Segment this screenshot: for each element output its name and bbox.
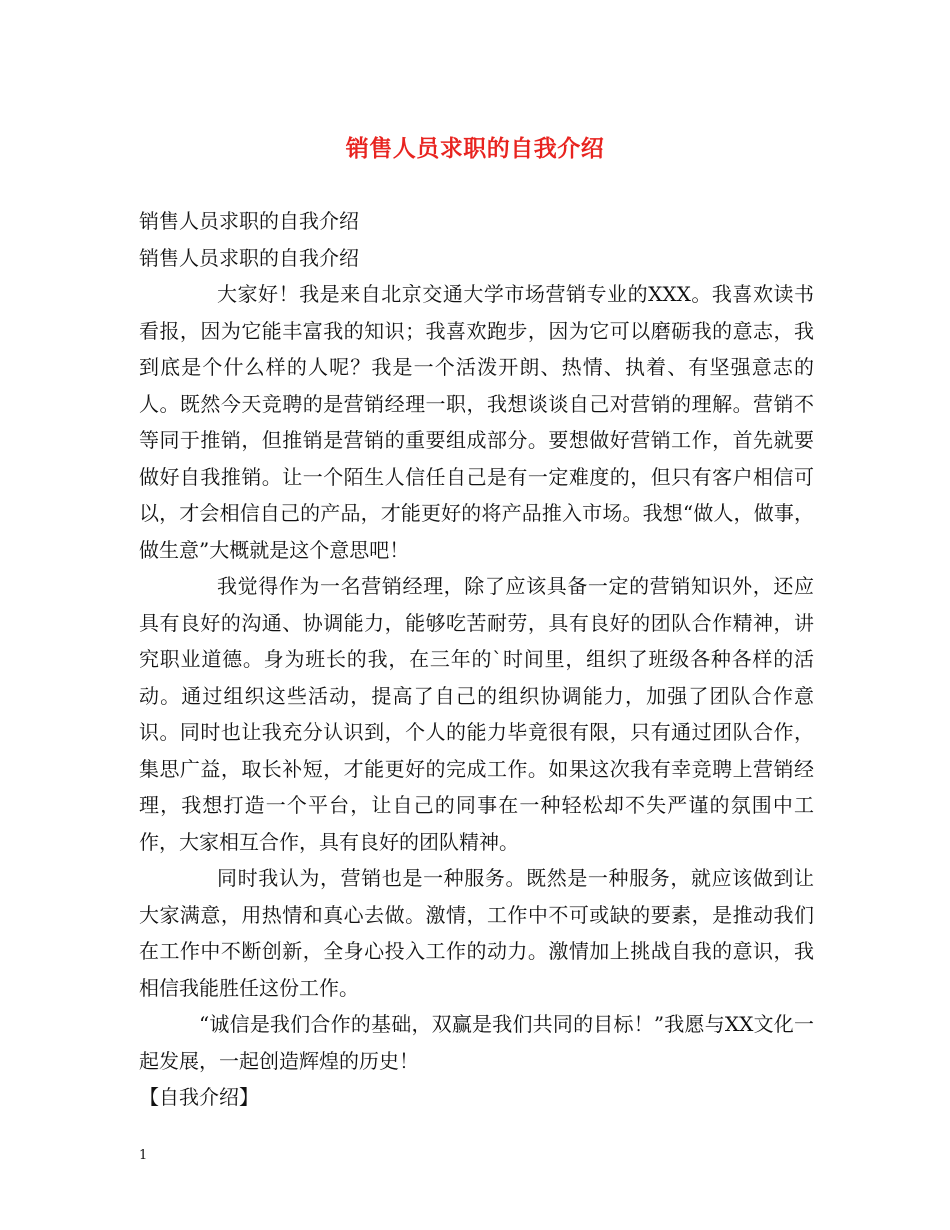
subtitle-line-2: 销售人员求职的自我介绍	[139, 245, 359, 270]
paragraph-1: 大家好！我是来自北京交通大学市场营销专业的XXX。我喜欢读书看报，因为它能丰富我的知识；我喜欢跑步，因为它可以磨砺我的意志，我到底是个什么样的人呢？我是一个活泼开朗、热情、执着、有坚强意志的人。既然今天竞聘的是营销经理一职，我想谈谈自己对营销的理解。营销不等同于推销，但推销是营销的重要组成部分。要想做好营销工作，首先就要做好自我推销。让一个陌生人信任自己是有一定难度的，但只有客户相信可以，才会相信自己的产品，才能更好的将产品推入市场。我想“做人，做事，做生意”大概就是这个意思吧！	[139, 282, 814, 562]
document-title: 销售人员求职的自我介绍	[345, 135, 605, 162]
paragraph-4: “诚信是我们合作的基础，双赢是我们共同的目标！”我愿与XX文化一起发展，一起创造辉煌的历史！	[139, 1012, 814, 1073]
paragraph-3: 同时我认为，营销也是一种服务。既然是一种服务，就应该做到让大家满意，用热情和真心去做。激情，工作中不可或缺的要素，是推动我们在工作中不断创新，全身心投入工作的动力。激情加上挑战自我的意识，我相信我能胜任这份工作。	[139, 866, 814, 1000]
subtitle-line-1: 销售人员求职的自我介绍	[139, 209, 359, 233]
paragraph-2: 我觉得作为一名营销经理，除了应该具备一定的营销知识外，还应具有良好的沟通、协调能力，能够吃苦耐劳，具有良好的团队合作精神，讲究职业道德。身为班长的我，在三年的`时间里，组织了班级各种各样的活动。通过组织这些活动，提高了自己的组织协调能力，加强了团队合作意识。同时也让我充分认识到，个人的能力毕竟很有限，只有通过团队合作，集思广益，取长补短，才能更好的完成工作。如果这次我有幸竞聘上营销经理，我想打造一个平台，让自己的同事在一种轻松却不失严谨的氛围中工作，大家相互合作，具有良好的团队精神。	[139, 574, 814, 854]
document-body	[139, 203, 814, 1116]
closing-tag: 【自我介绍】	[139, 1085, 259, 1109]
page-number: 1	[139, 1148, 148, 1163]
